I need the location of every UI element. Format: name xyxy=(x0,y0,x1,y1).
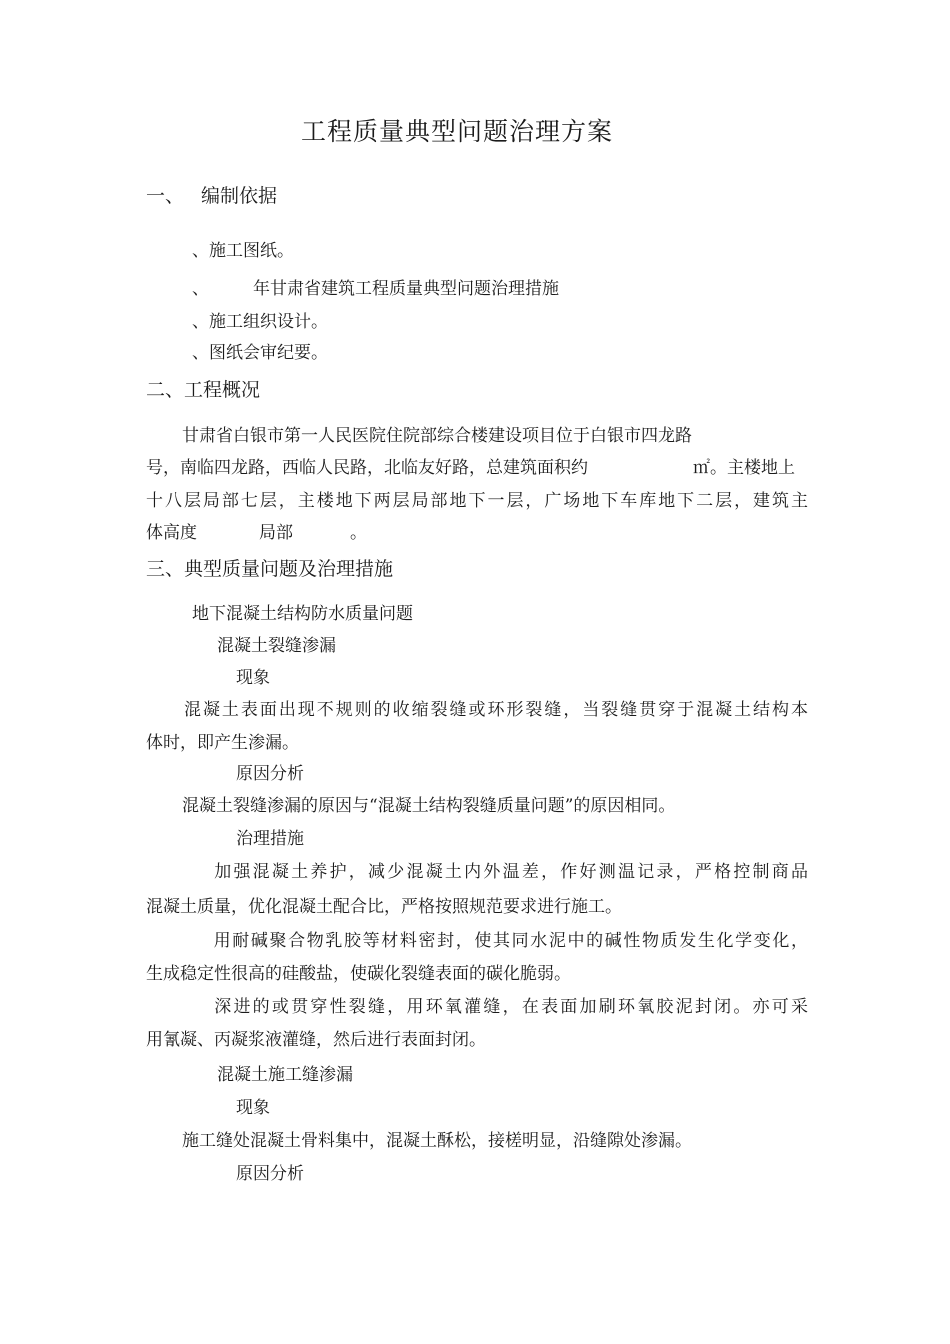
phenomenon-2-line-1: 施工缝处混凝土骨料集中，混凝土酥松，接槎明显，沿缝隙处渗漏。 xyxy=(182,1131,692,1151)
section1-item-3 xyxy=(192,311,328,333)
measure-3-line-2: 用氰凝、丙凝浆液灌缝，然后进行表面封闭。 xyxy=(146,1030,486,1050)
section1-heading: 编制依据 xyxy=(201,185,278,207)
phenomenon-label-2: 现象 xyxy=(236,1098,270,1118)
overview-line-4a: 体高度 xyxy=(146,523,197,543)
overview-line-3: 十八层局部七层，主楼地下两层局部地下一层，广场地下车库地下二层，建筑主 xyxy=(146,491,808,511)
subsection-construction-joint-leakage: 混凝土施工缝渗漏 xyxy=(217,1065,353,1085)
subsection-crack-leakage: 混凝土裂缝渗漏 xyxy=(217,636,336,656)
measures-label: 治理措施 xyxy=(236,829,304,849)
phenomenon-label: 现象 xyxy=(236,668,270,688)
item-text: 图纸会审纪要。 xyxy=(209,343,328,363)
section1-item-2-text: 年甘肃省建筑工程质量典型问题治理措施 xyxy=(253,279,559,299)
cause-label: 原因分析 xyxy=(236,764,304,784)
phenomenon-line-2: 体时，即产生渗漏。 xyxy=(146,733,299,753)
section1-item-4 xyxy=(192,342,328,364)
item-text: 施工图纸。 xyxy=(209,241,294,261)
document-title: 工程质量典型问题治理方案 xyxy=(301,117,614,146)
item-text: 施工组织设计。 xyxy=(209,312,328,332)
phenomenon-line-1: 混凝土表面出现不规则的收缩裂缝或环形裂缝，当裂缝贯穿于混凝土结构本 xyxy=(182,700,808,720)
item-mark: 、 xyxy=(192,241,209,261)
section2-heading: 二、工程概况 xyxy=(146,379,261,401)
overview-line-4b: 局部 xyxy=(259,523,293,543)
overview-line-1: 甘肃省白银市第一人民医院住院部综合楼建设项目位于白银市四龙路 xyxy=(182,426,692,446)
measure-3-line-1: 深进的或贯穿性裂缝，用环氧灌缝，在表面加刷环氧胶泥封闭。亦可采 xyxy=(212,997,808,1017)
section1-item-1 xyxy=(192,240,294,262)
overview-line-2b: ㎡。主楼地上 xyxy=(693,458,795,478)
cause-label-2: 原因分析 xyxy=(236,1164,304,1184)
overview-line-2a: 号，南临四龙路，西临人民路，北临友好路，总建筑面积约 xyxy=(146,458,588,478)
item-mark: 、 xyxy=(192,312,209,332)
section1-item-2-mark: 、 xyxy=(192,279,209,299)
cause-line-1: 混凝土裂缝渗漏的原因与“混凝土结构裂缝质量问题”的原因相同。 xyxy=(182,796,676,816)
overview-line-4c: 。 xyxy=(350,523,367,543)
item-mark: 、 xyxy=(192,343,209,363)
subsection-underground-waterproofing: 地下混凝土结构防水质量问题 xyxy=(192,604,413,624)
measure-2-line-1: 用耐碱聚合物乳胶等材料密封，使其同水泥中的碱性物质发生化学变化， xyxy=(212,931,808,951)
section3-heading: 三、典型质量问题及治理措施 xyxy=(146,558,394,580)
measure-1-line-1: 加强混凝土养护，减少混凝土内外温差，作好测温记录，严格控制商品 xyxy=(212,862,808,882)
measure-2-line-2: 生成稳定性很高的硅酸盐，使碳化裂缝表面的碳化脆弱。 xyxy=(146,964,571,984)
measure-1-line-2: 混凝土质量，优化混凝土配合比，严格按照规范要求进行施工。 xyxy=(146,897,622,917)
section1-heading-number: 一、 xyxy=(146,185,185,207)
